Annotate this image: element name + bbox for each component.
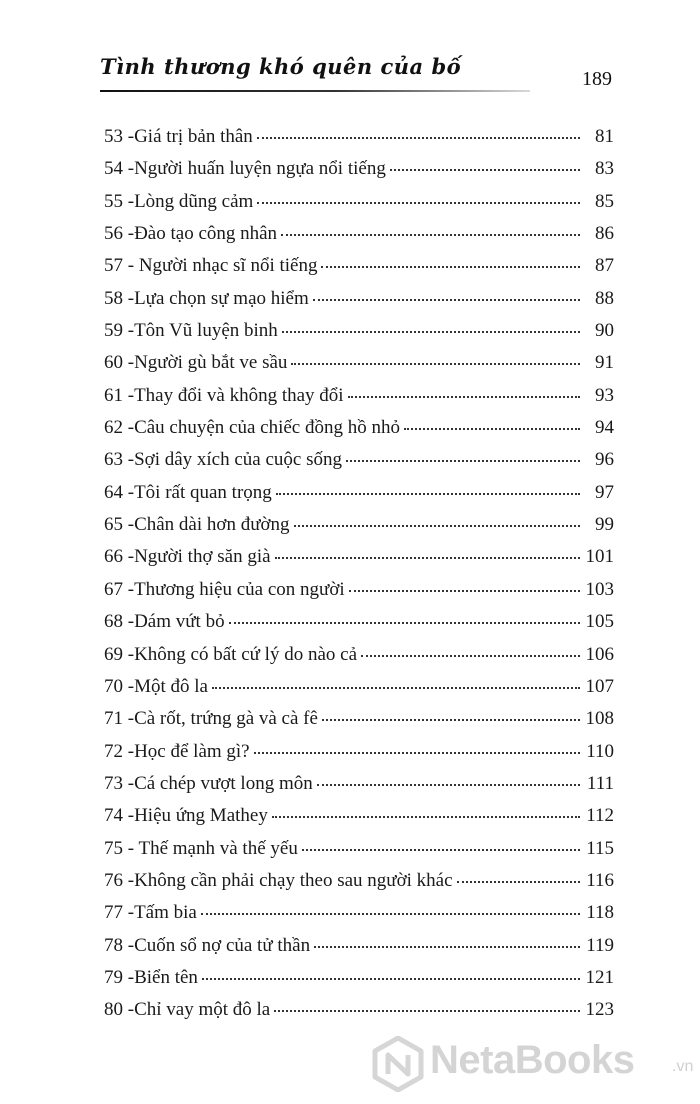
dot-leader [313,299,580,301]
dot-leader [321,266,580,268]
toc-entry [104,833,614,865]
dot-leader [291,363,580,365]
watermark-brand: NetaBooks [430,1038,635,1082]
toc-entry [104,121,614,153]
toc-entry-page: 116 [586,869,614,891]
toc-entry-title: 62 -Câu chuyện của chiếc đồng hồ nhỏ [104,417,400,439]
toc-entry-title: 74 -Hiệu ứng Mathey [104,805,268,827]
toc-entry-page: 85 [595,190,614,212]
toc-entry [104,186,614,218]
toc-entry-title: 61 -Thay đổi và không thay đổi [104,384,344,406]
dot-leader [404,428,580,430]
dot-leader [202,978,580,980]
toc-entry [104,444,614,476]
toc-entry-title: 77 -Tấm bia [104,902,197,924]
dot-leader [281,234,580,236]
dot-leader [314,946,580,948]
toc-entry-page: 123 [585,999,614,1021]
toc-entry [104,736,614,768]
dot-leader [349,590,580,592]
toc-entry-page: 112 [586,805,614,827]
toc-entry-title: 66 -Người thợ săn già [104,546,271,568]
header-rule [100,90,530,92]
toc-entry [104,347,614,379]
toc-entry-page: 81 [595,126,614,147]
page-number: 189 [582,68,612,90]
toc-entry-page: 119 [586,934,614,956]
toc-entry-page: 83 [595,158,614,180]
dot-leader [294,525,580,527]
toc-entry [104,477,614,509]
dot-leader [346,460,580,462]
toc-entry [104,380,614,412]
dot-leader [457,881,580,883]
toc-entry-page: 110 [586,740,614,762]
toc-entry-page: 111 [586,772,614,794]
toc-entry-page: 90 [595,320,614,342]
toc-entry [104,283,614,315]
toc-entry-title: 73 -Cá chép vượt long môn [104,772,313,794]
toc-entry-title: 60 -Người gù bắt ve sầu [104,352,288,374]
toc-entry-page: 108 [585,708,614,730]
dot-leader [276,493,580,495]
toc-entry-title: 69 -Không có bất cứ lý do nào cả [104,643,358,665]
toc-entry-title: 59 -Tôn Vũ luyện binh [104,320,278,342]
toc-entry [104,962,614,994]
toc-entry-title: 76 -Không cần phải chạy theo sau người khác [104,869,453,891]
toc-entry-page: 91 [595,352,614,374]
toc-entry-title: 71 -Cà rốt, trứng gà và cà fê [104,708,318,730]
toc-entry-page: 99 [595,514,614,536]
toc-entry [104,574,614,606]
toc-entry-title: 70 -Một đô la [104,675,208,697]
toc-entry-title: 55 -Lòng dũng cảm [104,190,254,212]
toc-entry [104,315,614,347]
toc-entry [104,412,614,444]
dot-leader [302,849,580,851]
toc-entry [104,865,614,897]
toc-entry-title: 58 -Lựa chọn sự mạo hiểm [104,287,309,309]
running-title: Tình thương khó quên của bố [100,54,462,79]
dot-leader [361,655,580,657]
dot-leader [317,784,580,786]
running-header [100,50,620,94]
toc-entry [104,250,614,282]
dot-leader [274,1010,580,1012]
toc-entry [104,541,614,573]
toc-entry-page: 115 [586,837,614,859]
toc-entry-page: 97 [595,481,614,503]
toc-entry [104,509,614,541]
dot-leader [272,816,580,818]
toc-entry [104,768,614,800]
toc-entry-page: 105 [585,611,614,633]
toc-entry-page: 87 [595,255,614,277]
toc-entry-title: 56 -Đào tạo công nhân [104,223,278,245]
toc-entry-title: 75 - Thế mạnh và thế yếu [104,837,298,859]
toc-entry-page: 121 [585,966,614,988]
toc-entry-title: 65 -Chân dài hơn đường [104,514,290,536]
toc-entry-title: 68 -Dám vứt bỏ [104,611,225,633]
toc-entry [104,800,614,832]
toc-entry [104,671,614,703]
toc-entry-title: 72 -Học để làm gì? [104,740,250,762]
toc-entry [104,703,614,735]
toc-entry-title: 54 -Người huấn luyện ngựa nổi tiếng [104,158,386,180]
toc-entry-title: 80 -Chỉ vay một đô la [104,999,271,1021]
toc-entry-page: 107 [585,675,614,697]
toc-entry-page: 106 [585,643,614,665]
toc-entry [104,897,614,929]
toc-entry-title: 63 -Sợi dây xích của cuộc sống [104,449,342,471]
toc-entry [104,994,614,1026]
dot-leader [257,137,580,139]
netabooks-logo-icon [372,1036,424,1092]
dot-leader [257,202,580,204]
dot-leader [348,396,580,398]
toc-entry [104,218,614,250]
toc-entry-page: 118 [586,902,614,924]
dot-leader [390,169,580,171]
toc-entry-title: 53 -Giá trị bản thân [104,126,253,147]
toc-entry-title: 79 -Biển tên [104,966,198,988]
toc-entry-title: 78 -Cuốn sổ nợ của tử thần [104,934,311,956]
toc-entry-page: 94 [595,417,614,439]
toc-entry-page: 103 [585,578,614,600]
toc-entry [104,639,614,671]
dot-leader [212,687,580,689]
dot-leader [229,622,580,624]
toc-entry-page: 101 [585,546,614,568]
toc-entry [104,606,614,638]
table-of-contents [104,121,614,1027]
watermark-suffix: .vn [672,1058,694,1075]
dot-leader [322,719,580,721]
toc-entry-page: 86 [595,223,614,245]
dot-leader [201,913,580,915]
dot-leader [282,331,580,333]
dot-leader [275,557,580,559]
toc-entry [104,153,614,185]
toc-entry-page: 93 [595,384,614,406]
dot-leader [254,752,580,754]
toc-entry-title: 57 - Người nhạc sĩ nổi tiếng [104,255,318,277]
watermark [372,1032,696,1096]
toc-entry-title: 64 -Tôi rất quan trọng [104,481,272,503]
toc-entry [104,930,614,962]
toc-entry-page: 96 [595,449,614,471]
toc-entry-title: 67 -Thương hiệu của con người [104,578,345,600]
toc-entry-page: 88 [595,287,614,309]
